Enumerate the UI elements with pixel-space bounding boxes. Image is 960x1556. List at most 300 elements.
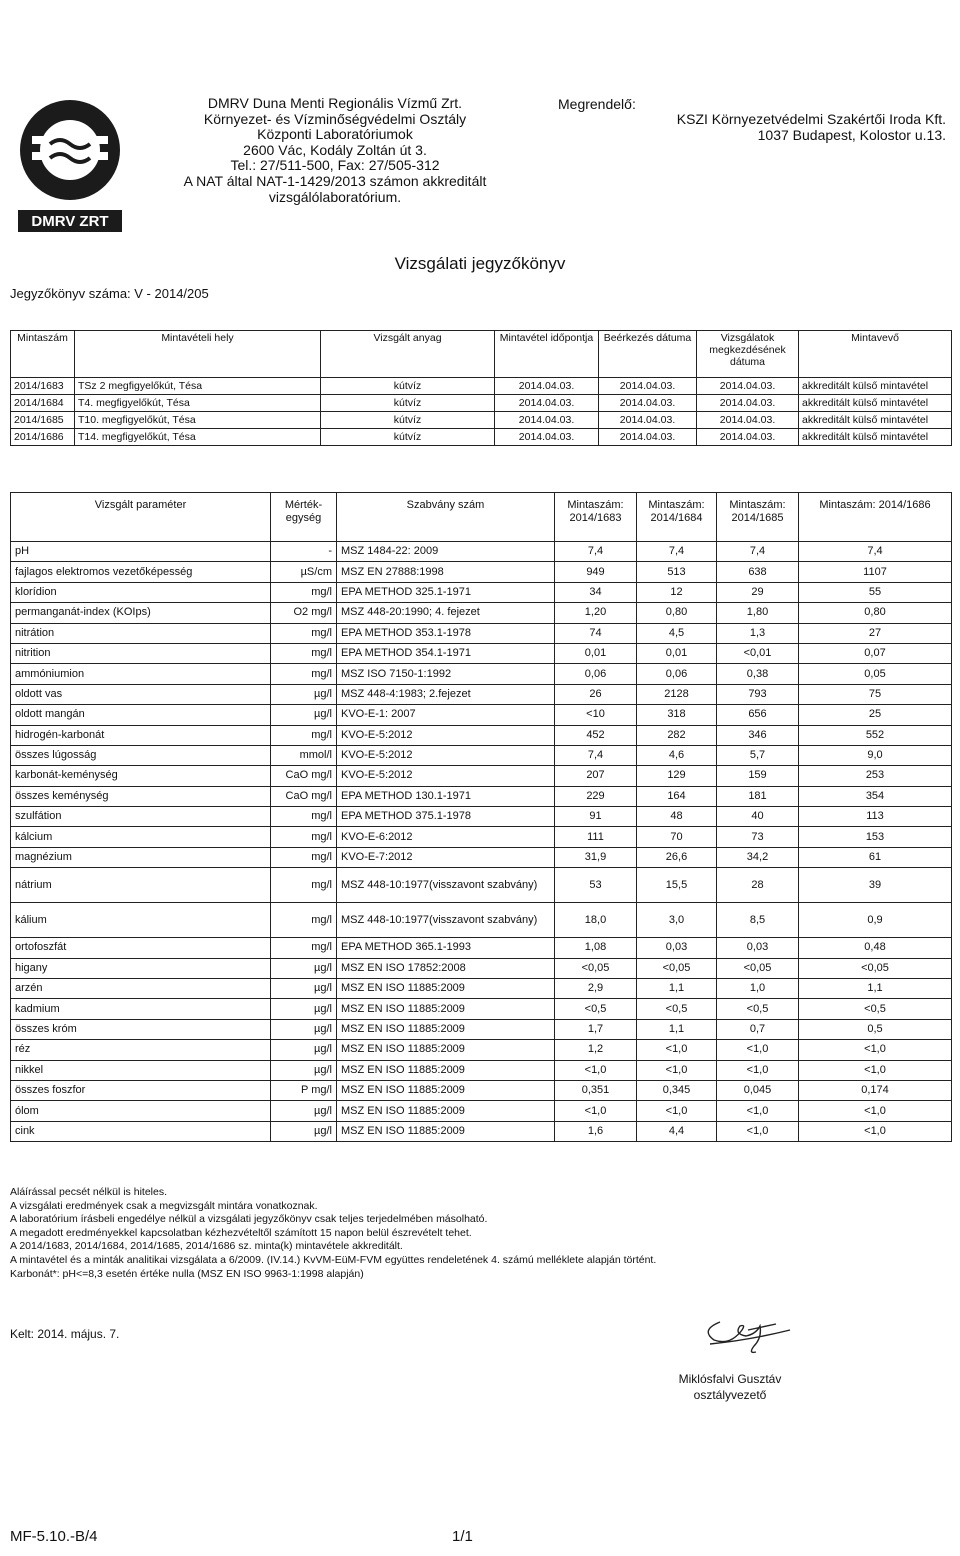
result-cell: 25 [799,705,952,725]
header-cell: Mintaszám: 2014/1683 [555,493,637,542]
result-cell: 0,03 [637,938,717,958]
result-cell: mmol/l [271,745,337,765]
result-cell: 0,01 [555,643,637,663]
result-cell: 0,7 [717,1019,799,1039]
result-cell: 207 [555,766,637,786]
result-cell: 0,05 [799,664,952,684]
sample-row [11,429,952,446]
result-cell: KVO-E-5:2012 [337,745,555,765]
result-cell: 9,0 [799,745,952,765]
result-cell: 1,0 [717,979,799,999]
result-cell: µg/l [271,1060,337,1080]
result-cell: 0,345 [637,1080,717,1100]
result-row [11,847,952,867]
client-name: KSZI Környezetvédelmi Szakértői Iroda Kft. [676,111,946,127]
result-row [11,827,952,847]
sample-cell: 2014.04.03. [599,429,697,446]
sample-cell: 2014/1686 [11,429,75,446]
sample-cell: akkreditált külső mintavétel [799,395,952,412]
result-cell: MSZ 448-4:1983; 2.fejezet [337,684,555,704]
sample-cell: 2014.04.03. [495,378,599,395]
result-cell: <1,0 [555,1060,637,1080]
sample-cell: 2014.04.03. [697,412,799,429]
result-cell: magnézium [11,847,271,867]
result-row [11,664,952,684]
result-cell: MSZ ISO 7150-1:1992 [337,664,555,684]
result-row [11,807,952,827]
result-cell: 0,9 [799,903,952,938]
header-cell: Vizsgált anyag [321,331,495,378]
footnote: A mintavétel és a minták analitikai vizsgálata a 6/2009. (IV.14.) KvVM-EüM-FVM együttes rendeletének 4. számú melléklete alapján történt. [10,1253,657,1266]
result-cell: réz [11,1040,271,1060]
result-cell: EPA METHOD 375.1-1978 [337,807,555,827]
result-cell: <0,01 [717,643,799,663]
result-cell: mg/l [271,582,337,602]
result-cell: µg/l [271,1019,337,1039]
header-cell: Mintaszám: 2014/1684 [637,493,717,542]
result-cell: 61 [799,847,952,867]
result-cell: µS/cm [271,562,337,582]
result-cell: O2 mg/l [271,603,337,623]
sample-cell: 2014.04.03. [495,429,599,446]
result-cell: arzén [11,979,271,999]
result-cell: 1,3 [717,623,799,643]
result-cell: ammóniumion [11,664,271,684]
result-cell: <0,05 [555,958,637,978]
result-cell: <1,0 [555,1101,637,1121]
result-cell: nátrium [11,868,271,903]
result-cell: 159 [717,766,799,786]
sample-cell: 2014/1684 [11,395,75,412]
result-cell: kálium [11,903,271,938]
header-cell: Mintavevő [799,331,952,378]
result-cell: 0,01 [637,643,717,663]
result-cell: kadmium [11,999,271,1019]
sample-cell: T4. megfigyelőkút, Tésa [75,395,321,412]
header-cell: Beérkezés dátuma [599,331,697,378]
result-cell: µg/l [271,1101,337,1121]
result-cell: 229 [555,786,637,806]
result-cell: MSZ EN ISO 11885:2009 [337,1060,555,1080]
result-cell: 73 [717,827,799,847]
result-cell: <10 [555,705,637,725]
result-cell: 318 [637,705,717,725]
sample-cell: 2014.04.03. [495,395,599,412]
sample-row [11,378,952,395]
signer-title: osztályvezető [693,1388,767,1402]
footnotes [10,1186,910,1281]
result-cell: mg/l [271,643,337,663]
result-cell: 39 [799,868,952,903]
header-cell: Mintavételi hely [75,331,321,378]
result-cell: 0,80 [637,603,717,623]
result-cell: - [271,542,337,562]
result-cell: KVO-E-5:2012 [337,725,555,745]
footnote: Aláírással pecsét nélkül is hiteles. [10,1186,167,1198]
dmrv-logo-icon [14,92,126,238]
result-cell: MSZ EN ISO 11885:2009 [337,1101,555,1121]
result-cell: 74 [555,623,637,643]
result-cell: nikkel [11,1060,271,1080]
result-cell: 346 [717,725,799,745]
result-cell: 282 [637,725,717,745]
footnote: A vizsgálati eredmények csak a megvizsgált mintára vonatkoznak. [10,1199,318,1212]
result-cell: 31,9 [555,847,637,867]
result-cell: 75 [799,684,952,704]
result-cell: 53 [555,868,637,903]
result-cell: 0,80 [799,603,952,623]
header-cell: Szabvány szám [337,493,555,542]
result-row [11,705,952,725]
result-cell: MSZ 1484-22: 2009 [337,542,555,562]
result-row [11,562,952,582]
result-row [11,1060,952,1080]
result-cell: 40 [717,807,799,827]
result-cell: összes keménység [11,786,271,806]
dmrv-logo [14,92,126,238]
document-number: Jegyzőkönyv száma: V - 2014/205 [10,286,209,301]
result-cell: <0,05 [799,958,952,978]
result-cell: 18,0 [555,903,637,938]
footnote: A megadott eredményekkel kapcsolatban kézhezvételtől számított 15 napon belül észrevételt tehet. [10,1226,472,1239]
header-cell: Vizsgált paraméter [11,493,271,542]
result-cell: KVO-E-7:2012 [337,847,555,867]
result-cell: <1,0 [717,1101,799,1121]
result-cell: 7,4 [717,542,799,562]
result-row [11,684,952,704]
header-cell: Vizsgálatok megkezdésének dátuma [697,331,799,378]
result-cell: ólom [11,1101,271,1121]
sample-cell: 2014.04.03. [599,378,697,395]
result-cell: 2128 [637,684,717,704]
result-cell: mg/l [271,664,337,684]
result-cell: µg/l [271,979,337,999]
result-row [11,643,952,663]
result-cell: 7,4 [555,745,637,765]
org-line: Központi Laboratóriumok [257,126,413,142]
result-cell: 15,5 [637,868,717,903]
results-table-header [11,493,952,542]
result-cell: KVO-E-6:2012 [337,827,555,847]
result-cell: <0,5 [717,999,799,1019]
result-cell: 111 [555,827,637,847]
result-cell: <1,0 [799,1101,952,1121]
result-cell: összes foszfor [11,1080,271,1100]
result-cell: 793 [717,684,799,704]
result-cell: <1,0 [637,1040,717,1060]
result-cell: 354 [799,786,952,806]
result-cell: 129 [637,766,717,786]
sample-table [10,330,952,446]
result-cell: 0,07 [799,643,952,663]
result-cell: 0,5 [799,1019,952,1039]
result-cell: 1,1 [637,1019,717,1039]
result-cell: 4,5 [637,623,717,643]
result-cell: hidrogén-karbonát [11,725,271,745]
sample-cell: TSz 2 megfigyelőkút, Tésa [75,378,321,395]
result-cell: 48 [637,807,717,827]
result-cell: 7,4 [799,542,952,562]
result-cell: szulfátion [11,807,271,827]
sample-cell: T10. megfigyelőkút, Tésa [75,412,321,429]
result-cell: 1,80 [717,603,799,623]
sample-cell: kútvíz [321,378,495,395]
result-cell: 513 [637,562,717,582]
result-cell: 2,9 [555,979,637,999]
result-cell: 4,4 [637,1121,717,1141]
result-cell: mg/l [271,807,337,827]
result-cell: <1,0 [799,1121,952,1141]
sample-cell: 2014/1685 [11,412,75,429]
result-row [11,1040,952,1060]
header-cell: Mérték-egység [271,493,337,542]
result-cell: MSZ 448-10:1977(visszavont szabvány) [337,868,555,903]
result-cell: P mg/l [271,1080,337,1100]
footnote: A 2014/1683, 2014/1684, 2014/1685, 2014/1686 sz. minta(k) mintavétele akkreditált. [10,1240,403,1253]
result-cell: 70 [637,827,717,847]
result-cell: CaO mg/l [271,766,337,786]
signature-image [690,1300,800,1360]
result-cell: 55 [799,582,952,602]
result-cell: nitrition [11,643,271,663]
result-cell: összes króm [11,1019,271,1039]
result-cell: <0,05 [637,958,717,978]
result-row [11,1019,952,1039]
result-cell: MSZ EN ISO 11885:2009 [337,1019,555,1039]
result-cell: EPA METHOD 365.1-1993 [337,938,555,958]
result-cell: mg/l [271,847,337,867]
org-line: 2600 Vác, Kodály Zoltán út 3. [243,142,427,158]
logo-text: DMRV ZRT [31,213,109,230]
result-cell: 0,06 [637,664,717,684]
result-cell: MSZ EN ISO 11885:2009 [337,999,555,1019]
result-cell: 7,4 [555,542,637,562]
org-line: Környezet- és Vízminőségvédelmi Osztály [203,111,467,127]
result-cell: oldott mangán [11,705,271,725]
result-cell: EPA METHOD 354.1-1971 [337,643,555,663]
sample-cell: kútvíz [321,412,495,429]
result-cell: 552 [799,725,952,745]
result-cell: 29 [717,582,799,602]
result-cell: MSZ EN ISO 11885:2009 [337,1080,555,1100]
result-cell: 0,174 [799,1080,952,1100]
result-cell: 7,4 [637,542,717,562]
result-cell: <1,0 [717,1121,799,1141]
signer-name: Miklósfalvi Gusztáv [678,1372,782,1386]
result-cell: MSZ 448-20:1990; 4. fejezet [337,603,555,623]
org-line: vizsgálólaboratórium. [268,189,402,205]
issue-date: Kelt: 2014. május. 7. [10,1327,120,1341]
result-cell: 949 [555,562,637,582]
result-row [11,623,952,643]
result-cell: mg/l [271,623,337,643]
result-cell: 28 [717,868,799,903]
result-cell: mg/l [271,868,337,903]
result-cell: 638 [717,562,799,582]
result-cell: 253 [799,766,952,786]
result-cell: µg/l [271,1040,337,1060]
result-cell: 26,6 [637,847,717,867]
result-cell: 5,7 [717,745,799,765]
result-cell: klorídion [11,582,271,602]
footnote: A laboratórium írásbeli engedélye nélkül a vizsgálati jegyzőkönyv csak teljes terjedelmében másolható. [10,1213,488,1226]
result-cell: 1,2 [555,1040,637,1060]
result-cell: <1,0 [717,1060,799,1080]
result-cell: <0,5 [637,999,717,1019]
header-cell: Mintaszám [11,331,75,378]
result-cell: 1,1 [799,979,952,999]
page-number: 1/1 [452,1528,473,1545]
result-cell: mg/l [271,938,337,958]
sample-cell: T14. megfigyelőkút, Tésa [75,429,321,446]
result-row [11,766,952,786]
sample-cell: kútvíz [321,395,495,412]
sample-cell: akkreditált külső mintavétel [799,429,952,446]
org-line: DMRV Duna Menti Regionális Vízmű Zrt. [207,95,463,111]
result-row [11,745,952,765]
result-cell: cink [11,1121,271,1141]
sample-cell: 2014.04.03. [697,378,799,395]
result-row [11,1080,952,1100]
result-cell: EPA METHOD 325.1-1971 [337,582,555,602]
result-cell: 26 [555,684,637,704]
result-cell: kálcium [11,827,271,847]
result-cell: MSZ EN ISO 11885:2009 [337,979,555,999]
result-cell: összes lúgosság [11,745,271,765]
result-cell: 0,351 [555,1080,637,1100]
result-cell: karbonát-keménység [11,766,271,786]
sample-cell: 2014.04.03. [697,395,799,412]
result-cell: 153 [799,827,952,847]
result-cell: MSZ EN ISO 17852:2008 [337,958,555,978]
result-row [11,582,952,602]
sample-cell: kútvíz [321,429,495,446]
result-row [11,725,952,745]
result-cell: mg/l [271,725,337,745]
header-cell: Mintavétel időpontja [495,331,599,378]
result-cell: µg/l [271,958,337,978]
result-cell: <1,0 [637,1060,717,1080]
result-cell: 0,03 [717,938,799,958]
result-cell: MSZ 448-10:1977(visszavont szabvány) [337,903,555,938]
result-cell: mg/l [271,903,337,938]
result-cell: 0,06 [555,664,637,684]
result-cell: ortofoszfát [11,938,271,958]
result-row [11,1101,952,1121]
sample-cell: 2014.04.03. [495,412,599,429]
sample-cell: 2014.04.03. [697,429,799,446]
header-cell: Mintaszám: 2014/1686 [799,493,952,542]
result-cell: MSZ EN 27888:1998 [337,562,555,582]
result-cell: MSZ EN ISO 11885:2009 [337,1040,555,1060]
result-cell: 181 [717,786,799,806]
result-row [11,1121,952,1141]
result-row [11,999,952,1019]
result-cell: oldott vas [11,684,271,704]
org-line: Tel.: 27/511-500, Fax: 27/505-312 [230,157,440,173]
result-cell: <0,5 [555,999,637,1019]
result-cell: 12 [637,582,717,602]
result-cell: 113 [799,807,952,827]
result-cell: mg/l [271,827,337,847]
result-cell: 34,2 [717,847,799,867]
result-cell: 1,7 [555,1019,637,1039]
footnote: Karbonát*: pH<=8,3 esetén értéke nulla (MSZ EN ISO 9963-1:1998 alapján) [10,1267,364,1280]
document-title: Vizsgálati jegyzőkönyv [394,254,566,273]
result-row [11,868,952,903]
client-label: Megrendelő: [558,96,636,112]
result-cell: CaO mg/l [271,786,337,806]
result-cell: nitrátion [11,623,271,643]
result-cell: <0,5 [799,999,952,1019]
sample-cell: 2014.04.03. [599,412,697,429]
result-cell: 1,08 [555,938,637,958]
result-cell: 3,0 [637,903,717,938]
result-row [11,603,952,623]
result-cell: higany [11,958,271,978]
result-cell: 0,48 [799,938,952,958]
result-cell: permanganát-index (KOIps) [11,603,271,623]
result-row [11,979,952,999]
sample-cell: 2014/1683 [11,378,75,395]
result-cell: 0,045 [717,1080,799,1100]
result-row [11,903,952,938]
result-row [11,958,952,978]
result-cell: <1,0 [637,1101,717,1121]
result-cell: 91 [555,807,637,827]
result-cell: <1,0 [799,1060,952,1080]
result-cell: µg/l [271,999,337,1019]
result-cell: 164 [637,786,717,806]
result-cell: 8,5 [717,903,799,938]
result-cell: 1,20 [555,603,637,623]
result-cell: KVO-E-5:2012 [337,766,555,786]
result-cell: µg/l [271,1121,337,1141]
result-cell: <1,0 [799,1040,952,1060]
header-cell: Mintaszám: 2014/1685 [717,493,799,542]
form-code: MF-5.10.-B/4 [10,1528,98,1545]
result-cell: <0,05 [717,958,799,978]
result-cell: 452 [555,725,637,745]
client-address: 1037 Budapest, Kolostor u.13. [757,127,946,143]
result-row [11,786,952,806]
result-cell: fajlagos elektromos vezetőképesség [11,562,271,582]
org-line: A NAT által NAT-1-1429/2013 számon akkreditált [183,173,487,189]
result-cell: µg/l [271,684,337,704]
sample-row [11,412,952,429]
result-row [11,938,952,958]
result-cell: 1,1 [637,979,717,999]
result-cell: µg/l [271,705,337,725]
sample-cell: 2014.04.03. [599,395,697,412]
sample-cell: akkreditált külső mintavétel [799,378,952,395]
sample-row [11,395,952,412]
result-cell: MSZ EN ISO 11885:2009 [337,1121,555,1141]
result-cell: 1,6 [555,1121,637,1141]
result-cell: EPA METHOD 353.1-1978 [337,623,555,643]
result-cell: pH [11,542,271,562]
result-cell: 656 [717,705,799,725]
result-cell: <1,0 [717,1040,799,1060]
result-cell: EPA METHOD 130.1-1971 [337,786,555,806]
result-cell: 34 [555,582,637,602]
results-table [10,492,952,1142]
sample-table-header [11,331,952,378]
sample-cell: akkreditált külső mintavétel [799,412,952,429]
result-cell: 27 [799,623,952,643]
result-row [11,542,952,562]
result-cell: 0,38 [717,664,799,684]
